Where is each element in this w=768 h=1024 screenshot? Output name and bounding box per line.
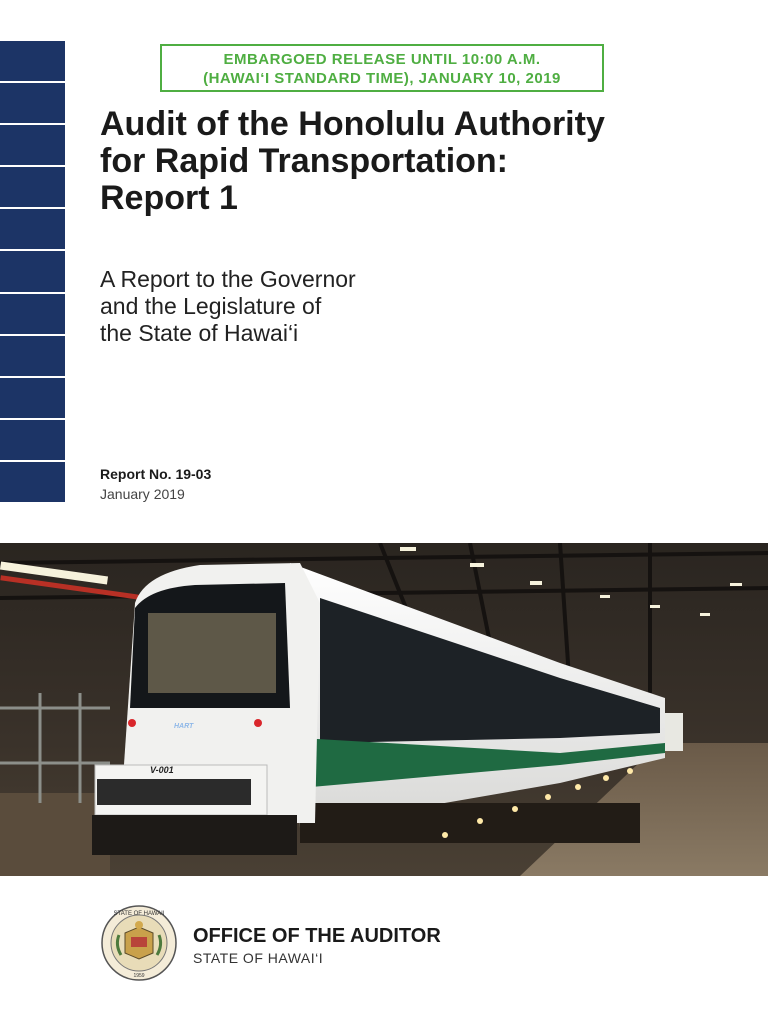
subtitle-line-1: A Report to the Governor [100,266,356,292]
report-number: Report No. 19-03 [100,466,212,482]
title-line-1: Audit of the Honolulu Authority [100,105,605,143]
stripe-block [0,420,65,462]
subtitle-line-3: the State of Hawai‘i [100,320,299,346]
stripe-block [0,125,65,167]
embargo-line-2: (HAWAI‘I STANDARD TIME), JANUARY 10, 2019 [203,70,561,87]
embargo-line-1: EMBARGOED RELEASE UNTIL 10:00 A.M. [223,51,541,68]
embargo-notice [160,44,604,92]
stripe-block [0,83,65,125]
title-line-2: for Rapid Transportation: [100,142,508,180]
train-logo: HART [174,723,194,730]
seal-text-top: STATE OF HAWAII [113,911,165,917]
stripe-block [0,462,65,502]
report-title [100,106,700,217]
subtitle-line-2: and the Legislature of [100,293,322,319]
stripe-block [0,167,65,209]
report-date: January 2019 [100,486,185,502]
stripe-block [0,41,65,83]
stripe-block [0,378,65,420]
stripe-block [0,336,65,378]
stripe-block [0,294,65,336]
stripe-block [0,251,65,293]
decorative-stripe-bar [0,41,65,502]
train-photo-illustration [0,543,768,876]
stripe-block [0,209,65,251]
state-seal-icon [101,905,177,981]
train-photo [0,543,768,876]
train-label: V-001 [150,765,174,775]
seal-year: 1959 [133,973,145,979]
title-line-3: Report 1 [100,179,238,217]
report-subtitle [100,266,356,347]
office-state: STATE OF HAWAI‘I [193,950,324,966]
office-name: OFFICE OF THE AUDITOR [193,925,441,947]
